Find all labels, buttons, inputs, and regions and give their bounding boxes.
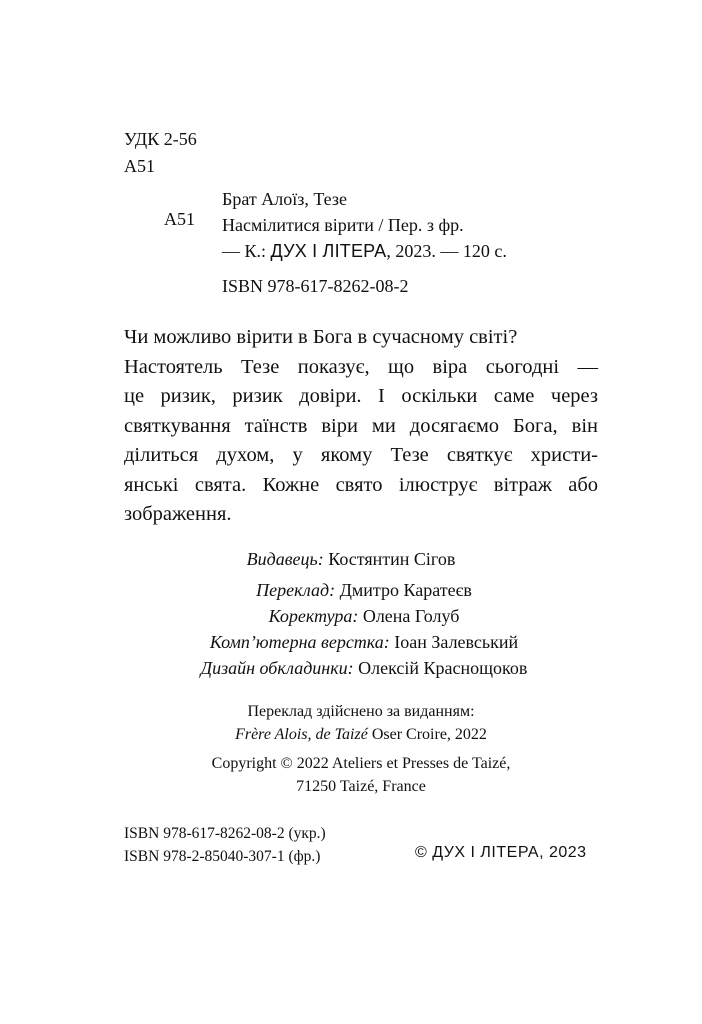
credit-value: Олексій Краснощоков [358, 658, 528, 678]
annotation-line: зображення. [124, 503, 232, 525]
credit-translation [0, 577, 702, 603]
credit-layout [0, 629, 702, 655]
imprint-prefix: — К.: [222, 241, 271, 261]
annotation-line: Настоятель Тезе показує, що віра сьогодні — [124, 355, 598, 378]
catalog-author: Брат Алоїз, Тезе [222, 189, 347, 209]
annotation-line: це ризик, ризик довіри. І оскільки саме через [124, 385, 598, 407]
credit-label: Видавець: [246, 549, 324, 569]
credit-value: Іоан Залевський [394, 632, 519, 652]
copyright-prefix: © [415, 844, 433, 861]
publisher-logo-text: ДУХ І ЛІТЕРА [432, 844, 540, 861]
class-code: А51 [124, 156, 155, 176]
source-line: Переклад здійснено за виданням: [247, 703, 475, 720]
publisher-logo-text: ДУХ І ЛІТЕРА [270, 241, 387, 261]
catalog-code: А51 [164, 209, 195, 229]
imprint-suffix: , 2023. — 120 с. [386, 241, 507, 261]
annotation [124, 323, 598, 530]
credit-value: Олена Голуб [362, 606, 460, 626]
copyright-line-1: Copyright © 2022 Ateliers et Presses de Taizé, [211, 755, 511, 772]
credit-cover [0, 655, 702, 681]
udk-code: УДК 2-56 [124, 129, 197, 149]
annotation-line: святкування таїнств віри ми досягаємо Бога, він [124, 414, 598, 437]
isbn-fr: ISBN 978-2-85040-307-1 (фр.) [124, 848, 321, 865]
credit-label: Комп’ютерна верстка: [209, 632, 390, 652]
credit-label: Коректура: [268, 606, 359, 626]
source-original [0, 723, 702, 747]
annotation-line: ділиться духом, у якому Тезе святкує христи- [124, 444, 598, 466]
credit-value: Костянтин Сігов [328, 549, 456, 569]
credit-proofreading [0, 603, 702, 629]
copyright-year: , 2023 [539, 844, 587, 861]
catalog-title: Насмілитися вірити / Пер. з фр. [222, 215, 464, 235]
credit-label: Дизайн обкладинки: [200, 658, 354, 678]
credit-value: Дмитро Каратеєв [339, 580, 472, 600]
catalog-isbn: ISBN 978-617-8262-08-2 [222, 276, 409, 296]
original-title: Frère Alois, de Taizé [235, 726, 368, 743]
annotation-line: Чи можливо вірити в Бога в сучасному світі? [124, 326, 518, 348]
annotation-line: янські свята. Кожне свято ілюструє вітраж або [124, 473, 598, 496]
catalog-imprint [222, 238, 507, 264]
isbn-ukr: ISBN 978-617-8262-08-2 (укр.) [124, 825, 326, 842]
credit-label: Переклад: [256, 580, 336, 600]
copyright-line-2: 71250 Taizé, France [296, 778, 426, 795]
original-publisher: Oser Croire, 2022 [367, 726, 487, 743]
credit-publisher [0, 546, 702, 572]
publisher-copyright [415, 841, 587, 865]
